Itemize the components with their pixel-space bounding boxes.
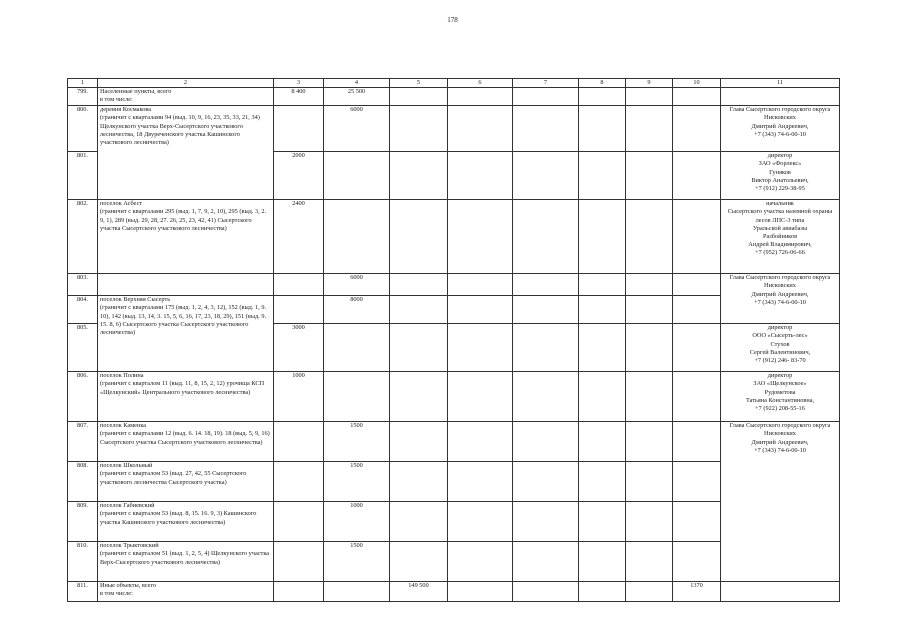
table-row (68, 274, 840, 296)
settlement-name: Иные объекты, всего в том числе: (98, 582, 274, 602)
value-col-4: 1500 (324, 462, 390, 502)
page-number: 178 (447, 16, 458, 24)
row-number: 804. (68, 296, 98, 324)
responsible-contact: директор ЗАО «Форлекс» Гуняков Виктор Анатольевич, +7 (912) 229-38-95 (721, 152, 840, 200)
value-col-4: 8000 (324, 296, 390, 324)
value-col-4: 25 500 (324, 88, 390, 106)
row-number: 799. (68, 88, 98, 106)
settlement-name: поселок Трыктовский (граничит с кварталом 51 (выд. 1, 2, 5, 4) Щелкунского участка Верх-Сысертского участкового лесничества) (98, 542, 274, 582)
value-col-5: 149 500 (390, 582, 448, 602)
table-row (68, 200, 840, 274)
settlement-name: поселок Габиевский (граничит с кварталом 53 (выд. 8, 15. 16. 9, 3) Кашинского участка Кашинского участкового лесничества) (98, 502, 274, 542)
row-number: 806. (68, 372, 98, 422)
settlement-name: Населенные пункты, всего в том числе: (98, 88, 274, 106)
row-number: 801. (68, 152, 98, 200)
row-number: 800. (68, 106, 98, 152)
value-col-4: 6000 (324, 274, 390, 296)
settlement-name: поселок Школьный (граничит с кварталом 53 (выд. 27, 42, 55 Сысертского участкового лесничества Сысертского участка) (98, 462, 274, 502)
value-col-10: 1370 (673, 582, 721, 602)
table-row (68, 106, 840, 152)
value-col-4: 1500 (324, 422, 390, 462)
settlement-name: поселок Полина (граничит с кварталом 11 (выд. 11, 8, 15, 2, 12) урочища КСП «Щелкунский» Центрального участкового лесничества) (98, 372, 274, 422)
table-row (68, 88, 840, 106)
settlement-name: поселок Асбест (граничит с кварталами 295 (выд. 1, 7, 9, 2, 10), 295 (выд. 3, 2. 9, 1), 289 (выд. 29, 28, 27. 26, 25, 23, 42, 41) Сысертского участка Сысертского участкового лесничества) (98, 200, 274, 274)
column-header: 11 (721, 79, 840, 88)
responsible-contact: Глава Сысертского городского округа Нисковских Дмитрий Андреевич, +7 (343) 74-6-00-10 (721, 106, 840, 152)
column-header: 8 (579, 79, 626, 88)
responsible-contact: директор ООО «Сысерть-лес» Стухов Сергей Валентинович, +7 (912) 246- 83-70 (721, 324, 840, 372)
row-number: 809. (68, 502, 98, 542)
value-col-4: 1500 (324, 542, 390, 582)
row-number: 811. (68, 582, 98, 602)
settlement-name: поселок Верхняя Сысерть (граничит с кварталами 175 (выд. 1, 2, 4, 3, 12), 152 (выд. 1, 9. 10), 142 (выд. 13, 14, 3. 15, 5, 6, 16, 17, 23, 18, 29), 151 (выд. 9. 15. 8, 6) Сысертского участка Сысертского участкового лесничества) (98, 296, 274, 372)
table-row (68, 422, 840, 462)
row-number: 807. (68, 422, 98, 462)
row-number: 808. (68, 462, 98, 502)
table-row (68, 372, 840, 422)
responsible-contact: Глава Сысертского городского округа Нисковских Дмитрий Андреевич, +7 (343) 74-6-00-10 (721, 422, 840, 582)
row-number: 802. (68, 200, 98, 274)
value-col-4: 6000 (324, 106, 390, 152)
row-number: 810. (68, 542, 98, 582)
responsible-contact: Глава Сысертского городского округа Нисковских Дмитрий Андреевич, +7 (343) 74-6-00-10 (721, 274, 840, 324)
column-header: 10 (673, 79, 721, 88)
settlement-name: поселок Каменка (граничит с кварталами 12 (выд. 6. 14. 18, 19). 18 (выд. 5, 9, 16) Сысертского участка Сысертского участкового лесничества) (98, 422, 274, 462)
value-col-3: 8 400 (274, 88, 324, 106)
value-col-3: 3000 (274, 324, 324, 372)
row-number: 805. (68, 324, 98, 372)
column-header: 9 (626, 79, 673, 88)
column-header: 7 (513, 79, 579, 88)
column-header: 4 (324, 79, 390, 88)
settlement-name: деревня Космакова (граничит с кварталами 94 (выд. 10, 9, 16, 23, 35, 33, 21, 34) Щелкунского участка Верх-Сысертского участкового лесничества, 18 Двуреченского участка Кашинского участкового лесничества) (98, 106, 274, 200)
responsible-contact: директор ЗАО «Щелкунское» Рудометова Татьяна Константиновна, +7 (922) 208-55-16 (721, 372, 840, 422)
column-header: 1 (68, 79, 98, 88)
row-number: 803. (68, 274, 98, 296)
column-header: 2 (98, 79, 274, 88)
value-col-3: 1000 (274, 372, 324, 422)
column-header: 5 (390, 79, 448, 88)
value-col-3: 2400 (274, 200, 324, 274)
table-row (68, 582, 840, 602)
column-header: 3 (274, 79, 324, 88)
column-number-row (68, 79, 840, 88)
value-col-3: 2000 (274, 152, 324, 200)
column-header: 6 (448, 79, 513, 88)
responsible-contact: начальник Сысертского участка наземной охраны лесов ЛПС-3 типа Уральской авиабазы Разбойников Андрей Владимирович, +7 (952) 726-06-66 (721, 200, 840, 274)
value-col-4: 1000 (324, 502, 390, 542)
fire-protection-table (67, 78, 840, 602)
